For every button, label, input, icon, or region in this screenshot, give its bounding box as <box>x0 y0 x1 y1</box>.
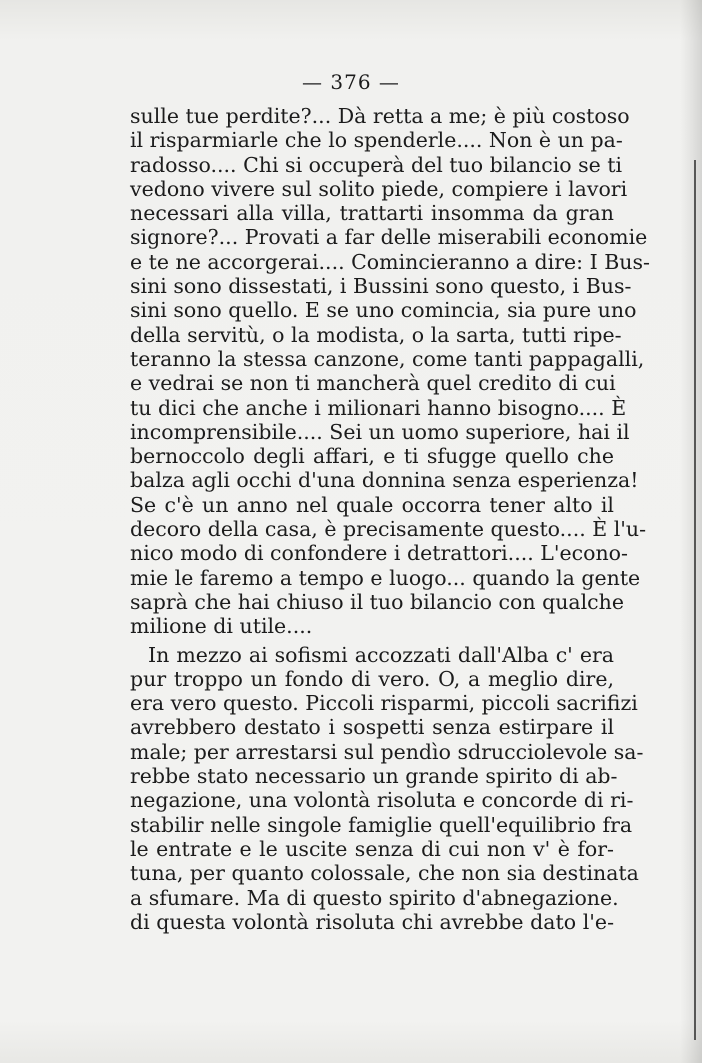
text-line: avrebbero destato i sospetti senza estirpare il <box>130 715 614 740</box>
text-line: il risparmiarle che lo spenderle.... Non è un pa- <box>130 128 623 153</box>
text-line: negazione, una volontà risoluta e concorde di ri- <box>130 788 634 813</box>
text-line: saprà che hai chiuso il tuo bilancio con qualche <box>130 589 625 614</box>
text-line: teranno la stessa canzone, come tanti pappagalli, <box>130 346 645 371</box>
text-line: pur troppo un fondo di vero. O, a meglio dire, <box>130 666 614 691</box>
text-line: radosso.... Chi si occuperà del tuo bilancio se ti <box>130 152 623 177</box>
paragraph-2 <box>130 642 644 935</box>
page-number: — 376 — <box>302 70 400 94</box>
text-line: vedono vivere sul solito piede, compiere i lavori <box>130 176 628 201</box>
text-line: incomprensibile.... Sei un uomo superiore, hai il <box>130 419 630 444</box>
text-line: le entrate e le uscite senza di cui non v' è for- <box>130 836 614 861</box>
text-line: della servitù, o la modista, o la sarta, tutti ripe- <box>130 322 622 347</box>
text-line: signore?... Provati a far delle miserabili economie <box>130 225 648 250</box>
text-line: rebbe stato necessario un grande spirito di ab- <box>130 764 618 789</box>
text-line: era vero questo. Piccoli risparmi, piccoli sacrifizi <box>130 691 638 716</box>
text-line: In mezzo ai sofismi accozzati dall'Alba c' era <box>148 642 614 667</box>
text-line: male; per arrestarsi sul pendìo sdrucciolevole sa- <box>130 739 644 764</box>
page-edge-shadow <box>680 0 702 1063</box>
text-line: milione di utile.... <box>130 614 313 639</box>
text-line: sulle tue perdite?... Dà retta a me; è più costoso <box>130 104 630 128</box>
text-line: sini sono dissestati, i Bussini sono questo, i Bus- <box>130 274 632 299</box>
text-line: tuna, per quanto colossale, che non sia destinata <box>130 861 639 886</box>
text-line: nico modo di confondere i detrattori.... L'econo- <box>130 541 628 566</box>
text-line: stabilir nelle singole famiglie quell'equilibrio fra <box>130 812 633 837</box>
text-line: bernoccolo degli affari, e ti sfugge quello che <box>130 444 614 469</box>
text-line: decoro della casa, è precisamente questo.... È l'u- <box>130 517 647 542</box>
paragraph-1 <box>130 104 650 639</box>
text-line: mie le faremo a tempo e luogo... quando la gente <box>130 565 641 590</box>
page-binding-edge <box>694 160 696 1040</box>
text-line: sini sono quello. E se uno comincia, sia pure uno <box>130 298 637 323</box>
text-line: e vedrai se non ti mancherà quel credito di cui <box>130 371 616 396</box>
text-line: e te ne accorgerai.... Comincieranno a dire: I Bus- <box>130 249 650 274</box>
text-line: necessari alla villa, trattarti insomma da gran <box>130 201 614 226</box>
text-line: Se c'è un anno nel quale occorra tener alto il <box>130 492 614 517</box>
text-line: di questa volontà risoluta chi avrebbe dato l'e- <box>130 909 614 934</box>
text-line: tu dici che anche i milionari hanno bisogno.... È <box>130 395 627 420</box>
body-text <box>130 104 650 934</box>
text-line: balza agli occhi d'una donnina senza esperienza! <box>130 468 639 493</box>
text-line: a sfumare. Ma di questo spirito d'abnegazione. <box>130 885 619 910</box>
